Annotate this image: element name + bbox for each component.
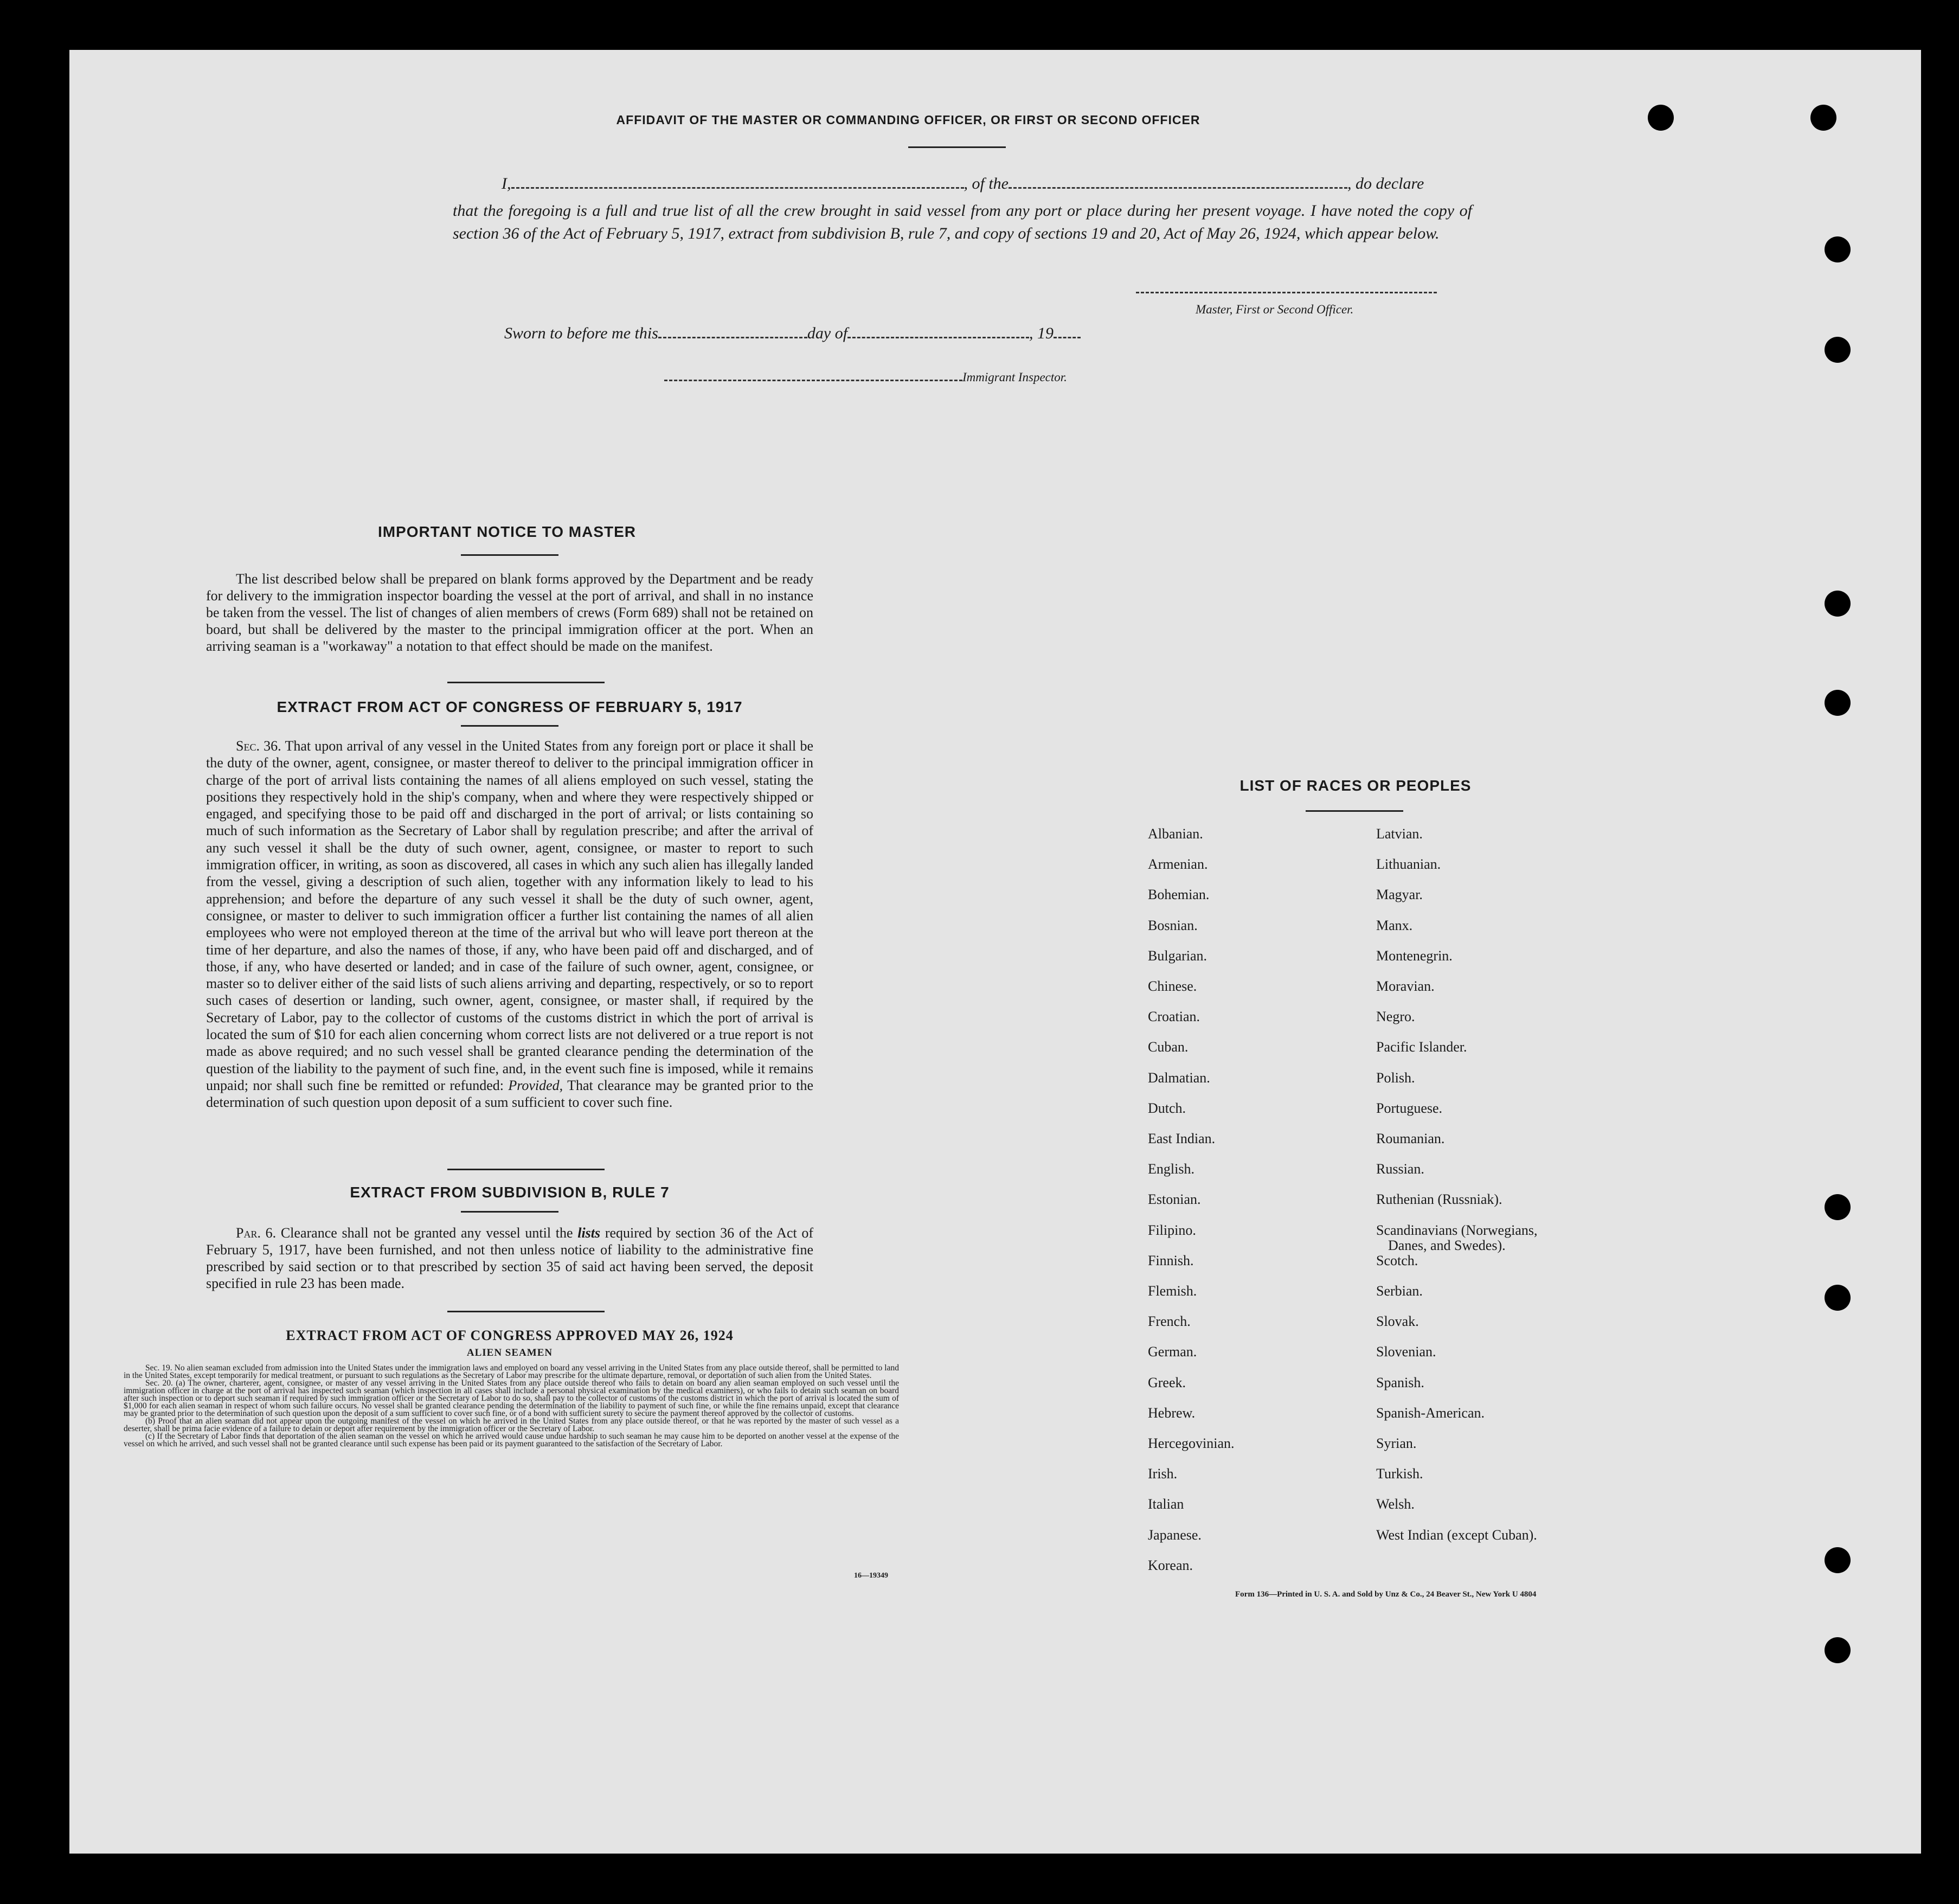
officer-name-field[interactable]	[511, 175, 964, 189]
race-item: Scotch.	[1376, 1252, 1418, 1268]
race-item: Syrian.	[1376, 1435, 1417, 1451]
race-item: Roumanian.	[1376, 1131, 1445, 1146]
affidavit-first-line	[502, 175, 1472, 193]
race-item: Polish.	[1376, 1069, 1415, 1086]
race-item: Cuban.	[1148, 1039, 1189, 1055]
race-item: Hercegovinian.	[1148, 1435, 1235, 1451]
race-item: Estonian.	[1148, 1191, 1201, 1208]
alien-seamen-subtitle: ALIEN SEAMEN	[466, 1347, 553, 1358]
sec-36-body-end: That clearance may be granted prior to the determination of such question upon deposit of a sum sufficient to cover such fine.	[206, 1077, 813, 1111]
sec-36-text	[206, 738, 813, 1111]
rule-7-end-rule	[447, 1311, 605, 1312]
race-item: Hebrew.	[1148, 1405, 1196, 1421]
vessel-name-field[interactable]	[1009, 175, 1347, 189]
race-item: Croatian.	[1148, 1009, 1200, 1025]
race-item: German.	[1148, 1344, 1197, 1360]
race-item: Moravian.	[1376, 978, 1435, 994]
race-item: Lithuanian.	[1376, 856, 1441, 873]
race-item: Dutch.	[1148, 1100, 1186, 1116]
race-item: West Indian (except Cuban).	[1376, 1527, 1537, 1543]
race-item: Slovenian.	[1376, 1344, 1436, 1360]
punch-hole	[1810, 105, 1836, 131]
race-item: Filipino.	[1148, 1222, 1196, 1238]
race-item: Bosnian.	[1148, 917, 1198, 933]
extract-1924-body	[124, 1364, 899, 1448]
race-item: Finnish.	[1148, 1252, 1194, 1268]
title-rule	[908, 146, 1006, 148]
race-item: Magyar.	[1376, 887, 1423, 903]
race-item: Japanese.	[1148, 1527, 1202, 1543]
race-item: Negro.	[1376, 1009, 1415, 1025]
inspector-signature-field[interactable]	[664, 368, 962, 381]
affidavit-title: AFFIDAVIT OF THE MASTER OR COMMANDING OFFICER, OR FIRST OR SECOND OFFICER	[616, 113, 1200, 127]
sworn-year-field[interactable]	[1054, 325, 1081, 338]
lists-word: lists	[577, 1225, 601, 1241]
punch-hole	[1825, 1285, 1851, 1311]
sworn-month-field[interactable]	[847, 325, 1029, 338]
sworn-day-field[interactable]	[658, 325, 807, 338]
race-item: English.	[1148, 1161, 1194, 1177]
sec-36-body: That upon arrival of any vessel in the United States from any foreign port or place it shall be the duty of the owner, agent, consignee, or master thereof to deliver to the principal immigration officer in charge of the port of arrival lists containing the names of all aliens employed on such vessel, stating the positions they respectively hold in the ship's company, when and where they were respectively shipped or engaged, and specifying those to be paid off and discharged in the port of arrival; or lists containing so much of such information as the Secretary of Labor shall by regulation prescribe; and after the arrival of any such vessel it shall be the duty of such owner, agent, consignee, or master to report to such immigration officer, in writing, as soon as discovered, all cases in which any such alien has illegally landed from the vessel, giving a description of such alien, together with any information likely to lead to his apprehension; and before the departure of any such vessel it shall be the duty of such owner, agent, consignee, or master to deliver to such immigration officer a further list containing the names of all alien employees who were not employed thereon at the time of the arrival but who will leave port thereon at the time of her departure, and also the names of those, if any, who have been paid off and discharged, and of those, if any, who have deserted or landed; and in case of the failure of such owner, agent, consignee, or master so to deliver either of the said lists of such aliens arriving and departing, respectively, or so to report such cases of desertion or landing, such owner, agent, consignee, or master shall, if required by the Secretary of Labor, pay to the collector of customs of the customs district in which the port of arrival is located the sum of $10 for each alien concerning whom correct lists are not delivered or a true report is not made as above required; and no such vessel shall be granted clearance pending the determination of the question of the liability to the payment of such fine, and, in the event such fine is imposed, while it remains unpaid; nor shall such fine be remitted or refunded:	[206, 738, 813, 1093]
race-item: Spanish-American.	[1376, 1405, 1485, 1421]
punch-hole	[1825, 1637, 1851, 1663]
affidavit-body: that the foregoing is a full and true list of all the crew brought in said vessel from any port or place during her present voyage. I have noted the copy of section 36 of the Act of February 5, 1917, extract from subdivision B, rule 7, and copy of sections 19 and 20, Act of May 26, 1924, which appear below.	[453, 202, 1472, 242]
inspector-line	[664, 368, 1067, 384]
races-rule	[1306, 810, 1403, 812]
race-item: Spanish.	[1376, 1374, 1424, 1390]
extract-1917-rule	[461, 725, 558, 727]
race-item: Danes, and Swedes).	[1388, 1237, 1506, 1253]
race-item: Chinese.	[1148, 978, 1197, 994]
master-signature-line[interactable]	[1136, 292, 1437, 293]
race-item: Irish.	[1148, 1466, 1178, 1482]
day-of-label: day of	[807, 324, 848, 342]
punch-hole	[1825, 1547, 1851, 1573]
rule-7-rule	[461, 1211, 558, 1213]
form-code: 16—19349	[854, 1572, 888, 1580]
extract-1924-title: EXTRACT FROM ACT OF CONGRESS APPROVED MAY 26, 1924	[286, 1328, 734, 1343]
sworn-prefix: Sworn to before me this	[504, 324, 658, 342]
race-item: Armenian.	[1148, 856, 1208, 873]
race-item: Slovak.	[1376, 1313, 1419, 1330]
race-item: Russian.	[1376, 1161, 1424, 1177]
race-item: East Indian.	[1148, 1131, 1216, 1146]
par-6-body-b: required by section 36 of the Act of February 5, 1917, have been furnished, and not then unless notice of liability to the administrative fine prescribed by said section or to that prescribed by section 35 of said act having been served, the deposit specified in rule 23 has been made.	[206, 1225, 814, 1291]
year-label: , 19	[1029, 324, 1054, 342]
punch-hole	[1825, 236, 1851, 262]
race-item: Welsh.	[1376, 1496, 1415, 1512]
par-6-body-a: Clearance shall not be granted any vessel until the	[280, 1225, 573, 1241]
race-item: Portuguese.	[1376, 1100, 1443, 1116]
par-6-label: Par. 6.	[236, 1225, 277, 1241]
punch-hole	[1648, 105, 1674, 131]
sec-20a-text: Sec. 20. (a) The owner, charterer, agent, consignee, or master of any vessel arriving in the United States from any place outside thereof who fails to detain on board any alien seaman employed on such vessel until the immigration officer in charge at the port of arrival has inspected such seaman (which inspection in all cases shall include a personal physical examination by the medical examiners), or who fails to detain such seaman on board after such inspection or to deport such seaman if required by such immigration officer or the Secretary of Labor to do so, shall pay to the collector of customs of the customs district in which the port of arrival is located the sum of $1,000 for each alien seaman in respect of whom such failure occurs. No vessel shall be granted clearance pending the determination of the liability to payment of such fine, or while the fine remains unpaid, except that clearance may be granted prior to the determination of such question upon the deposit of a sum sufficient to cover such fine, or of a bond with sufficient surety to secure the payment thereof approved by the collector of customs.	[124, 1379, 899, 1418]
sec-20c-text: (c) If the Secretary of Labor finds that deportation of the alien seaman on the vessel on which he arrived would cause undue hardship to such seaman he may cause him to be deported on another vessel at the expense of the vessel on which he arrived, and such vessel shall not be granted clearance until such expense has been paid or its payment guaranteed to the satisfaction of the Secretary of Labor.	[124, 1432, 899, 1448]
sec-36-label: Sec. 36.	[236, 738, 281, 754]
race-item: French.	[1148, 1313, 1191, 1330]
race-item: Albanian.	[1148, 826, 1203, 842]
sec-20b-text: (b) Proof that an alien seaman did not appear upon the outgoing manifest of the vessel on which he arrived in the United States from any place outside thereof, or that he was reported by the master of such vessel as a deserter, shall be prima facie evidence of a failure to detain or deport after requirement by the immigration officer or the Secretary of Labor.	[124, 1416, 899, 1433]
do-declare-label: , do declare	[1347, 175, 1424, 193]
printer-footer: Form 136—Printed in U. S. A. and Sold by Unz & Co., 24 Beaver St., New York U 4804	[1235, 1590, 1537, 1599]
race-item: Serbian.	[1376, 1283, 1423, 1299]
race-item: Montenegrin.	[1376, 947, 1453, 964]
notice-title: IMPORTANT NOTICE TO MASTER	[377, 523, 637, 540]
rule-7-title: EXTRACT FROM SUBDIVISION B, RULE 7	[350, 1184, 670, 1201]
race-item: Pacific Islander.	[1376, 1039, 1467, 1055]
race-item: Dalmatian.	[1148, 1069, 1210, 1086]
race-item: Bulgarian.	[1148, 947, 1207, 964]
par-6-text	[206, 1225, 813, 1292]
race-item: Greek.	[1148, 1374, 1186, 1390]
race-item: Korean.	[1148, 1557, 1193, 1573]
race-item: Manx.	[1376, 917, 1413, 933]
race-item: Scandinavians (Norwegians,	[1376, 1222, 1538, 1238]
notice-body: The list described below shall be prepared on blank forms approved by the Department and be ready for delivery to the immigration inspector boarding the vessel at the port of arrival, and shall in no instance be taken from the vessel. The list of changes of alien members of crews (Form 689) shall not be retained on board, but shall be delivered by the master to the principal immigration officer at the port. When an arriving seaman is a "workaway" a notation to that effect should be made on the manifest.	[206, 571, 813, 654]
inspector-caption: Immigrant Inspector.	[962, 370, 1067, 384]
notice-end-rule	[447, 682, 605, 683]
punch-hole	[1825, 690, 1851, 716]
punch-hole	[1825, 337, 1851, 363]
race-item: Bohemian.	[1148, 887, 1210, 903]
race-item: Italian	[1148, 1496, 1184, 1512]
of-the-label: , of the	[964, 175, 1009, 193]
race-item: Turkish.	[1376, 1466, 1423, 1482]
sworn-line	[504, 324, 1081, 343]
race-item: Latvian.	[1376, 826, 1423, 842]
sec-19-text: Sec. 19. No alien seaman excluded from admission into the United States under the immigration laws and employed on board any vessel arriving in the United States from any place outside thereof, shall be permitted to land in the United States, except temporarily for medical treatment, or pursuant to such regulations as the Secretary of Labor may prescribe for the ultimate departure, removal, or deportation of such alien from the United States.	[124, 1363, 899, 1380]
notice-rule	[461, 554, 558, 556]
race-item: Flemish.	[1148, 1283, 1197, 1299]
race-item: Ruthenian (Russniak).	[1376, 1191, 1502, 1208]
extract-1917-title: EXTRACT FROM ACT OF CONGRESS OF FEBRUARY 5, 1917	[277, 698, 743, 715]
affidavit-i-label: I,	[502, 175, 511, 193]
races-title: LIST OF RACES OR PEOPLES	[1239, 777, 1472, 794]
extract-1917-end-rule	[447, 1169, 605, 1170]
punch-hole	[1825, 591, 1851, 617]
punch-hole	[1825, 1194, 1851, 1220]
master-caption: Master, First or Second Officer.	[1196, 303, 1354, 316]
provided-word: Provided,	[508, 1077, 563, 1093]
